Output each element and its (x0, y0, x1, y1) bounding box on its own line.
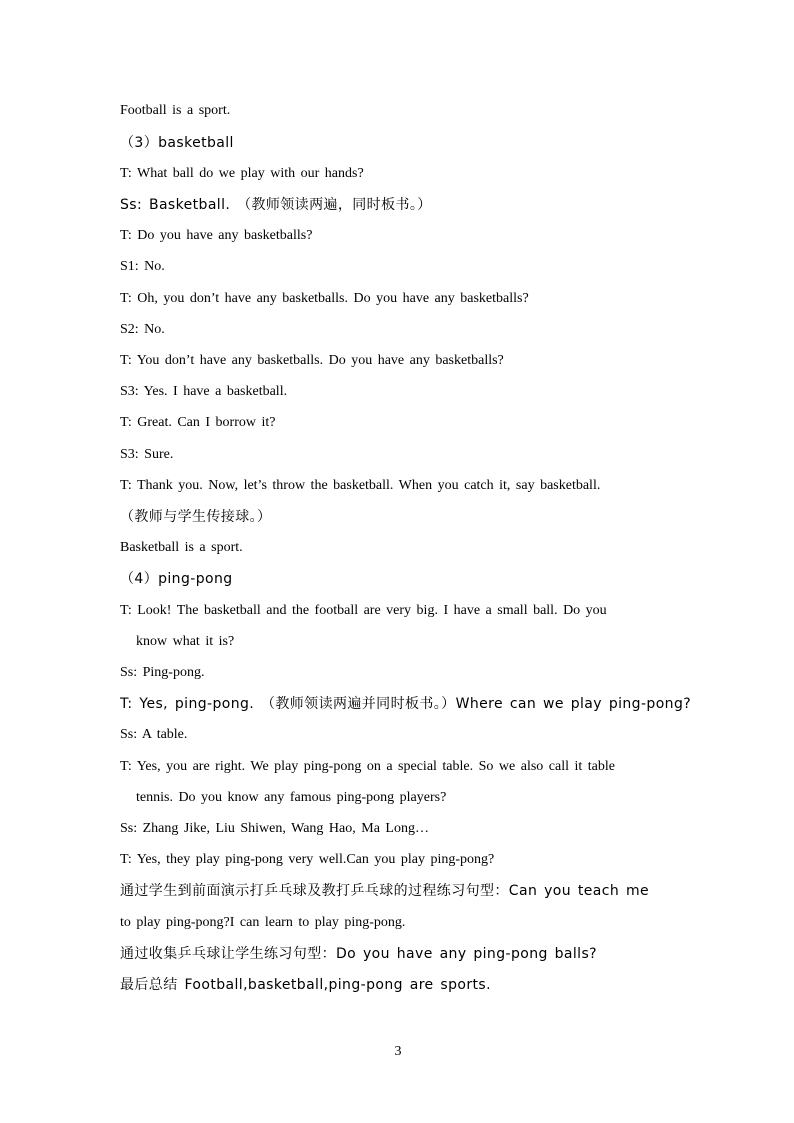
text-line: S1: No. (120, 259, 165, 274)
text-line: Ss: A table. (120, 727, 188, 742)
section-heading-basketball: （3）basketball (120, 135, 234, 151)
text-line: （教师与学生传接球。） (120, 509, 272, 525)
text-line: T: Thank you. Now, let’s throw the basketball. When you catch it, say basketball. (120, 478, 601, 493)
text-line: T: Look! The basketball and the football are very big. I have a small ball. Do you (120, 603, 607, 618)
text-line: Basketball is a sport. (120, 540, 243, 555)
text-line: Ss: Zhang Jike, Liu Shiwen, Wang Hao, Ma Long… (120, 821, 429, 836)
text-line: 通过学生到前面演示打乒乓球及教打乒乓球的过程练习句型：Can you teach me (120, 883, 650, 899)
text-line: S2: No. (120, 322, 165, 337)
text-line: Ss: Basketball. （教师领读两遍，同时板书。） (120, 197, 432, 213)
text-line: T: Yes, ping-pong. （教师领读两遍并同时板书。）Where can we play ping-pong? (120, 696, 692, 712)
text-line: T: Yes, you are right. We play ping-pong on a special table. So we also call it table (120, 759, 615, 774)
text-line: tennis. Do you know any famous ping-pong players? (136, 790, 447, 805)
text-line: T: Oh, you don’t have any basketballs. Do you have any basketballs? (120, 291, 529, 306)
page-number: 3 (394, 1044, 402, 1059)
text-line: Football is a sport. (120, 103, 231, 118)
text-line: T: Do you have any basketballs? (120, 228, 313, 243)
text-line: Ss: Ping-pong. (120, 665, 205, 680)
text-line: T: What ball do we play with our hands? (120, 166, 364, 181)
section-heading-ping-pong: （4）ping-pong (120, 571, 233, 587)
text-line: S3: Yes. I have a basketball. (120, 384, 288, 399)
text-line: to play ping-pong?I can learn to play ping-pong. (120, 915, 406, 930)
text-line: T: Great. Can I borrow it? (120, 415, 276, 430)
text-line: 通过收集乒乓球让学生练习句型：Do you have any ping-pong balls? (120, 946, 597, 962)
text-line: 最后总结 Football,basketball,ping-pong are sports. (120, 977, 491, 993)
text-line: T: You don’t have any basketballs. Do you have any basketballs? (120, 353, 504, 368)
text-line: know what it is? (136, 634, 235, 649)
text-line: T: Yes, they play ping-pong very well.Can you play ping-pong? (120, 852, 495, 867)
text-line: S3: Sure. (120, 447, 174, 462)
